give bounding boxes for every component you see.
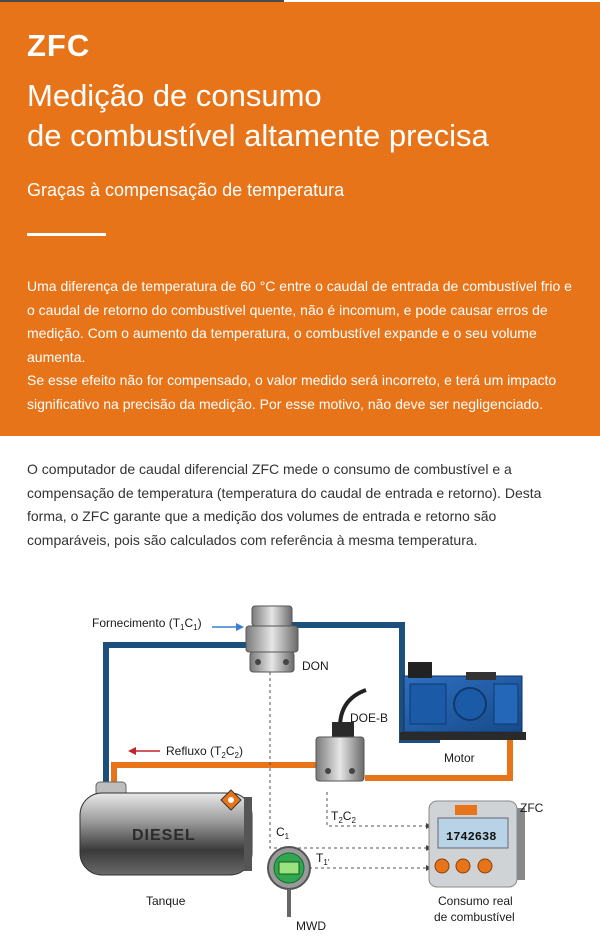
title-line-2: de combustível altamente precisa: [27, 118, 489, 153]
supply-arrow: [212, 623, 244, 631]
t1-label: $T_{1'}$: [316, 851, 330, 867]
supply-label: Fornecimento $(T_1C_1)$: [92, 616, 202, 632]
zfc-label: ZFC: [520, 801, 544, 815]
brand-title: ZFC: [27, 28, 91, 63]
don-flowmeter-icon: [246, 606, 298, 672]
return-arrow: [128, 747, 160, 755]
zfc-display-value: 1742638: [446, 830, 497, 844]
consumption-label-line2: de combustível: [434, 910, 515, 924]
doe-flowmeter-icon: [316, 690, 366, 781]
intro-paragraph: O computador de caudal diferencial ZFC mede o consumo de combustível e a compensação de temperatura (temperatura do caudal de entrada e retorno). Desta forma, o ZFC garante que a medição dos volumes de entrada e retorno são comparáveis, pois são calculados com referência à mesma temperatura.: [27, 461, 542, 548]
c1-label: $C_1$: [276, 825, 290, 841]
subtitle: Graças à compensação de temperatura: [27, 180, 345, 200]
tank-label: Tanque: [146, 894, 186, 908]
hero-text: [27, 275, 583, 416]
don-label: DON: [302, 659, 329, 673]
mwd-label: MWD: [296, 919, 326, 933]
title-line-1: Medição de consumo: [27, 78, 322, 113]
motor-icon: [400, 662, 526, 740]
return-label: Refluxo $(T_2C_2)$: [166, 744, 243, 760]
t2c2-label: $T_2C_2$: [331, 809, 356, 825]
page-title: [27, 76, 587, 156]
consumption-label-line1: Consumo real: [438, 894, 513, 908]
divider: [27, 233, 106, 236]
zfc-computer-icon: [429, 801, 525, 887]
hero-paragraph-2: Se esse efeito não for compensado, o valor medido será incorreto, e terá um impacto significativo na precisão da medição. Por esse motivo, não deve ser negligenciado.: [27, 372, 557, 412]
motor-label: Motor: [444, 751, 475, 765]
hero-paragraph-1: Uma diferença de temperatura de 60 °C entre o caudal de entrada de combustível frio e o caudal de retorno do combustível quente, não é incomum, e pode causar erros de medição. Com o aumento da temperatura, o combustível expande e o seu volume aumenta.: [27, 278, 572, 365]
mwd-sensor-icon: [268, 847, 310, 917]
tank-text: DIESEL: [132, 827, 196, 844]
flow-diagram: [0, 570, 600, 951]
doe-label: DOE-B: [350, 711, 389, 725]
hero-banner: [0, 2, 600, 436]
